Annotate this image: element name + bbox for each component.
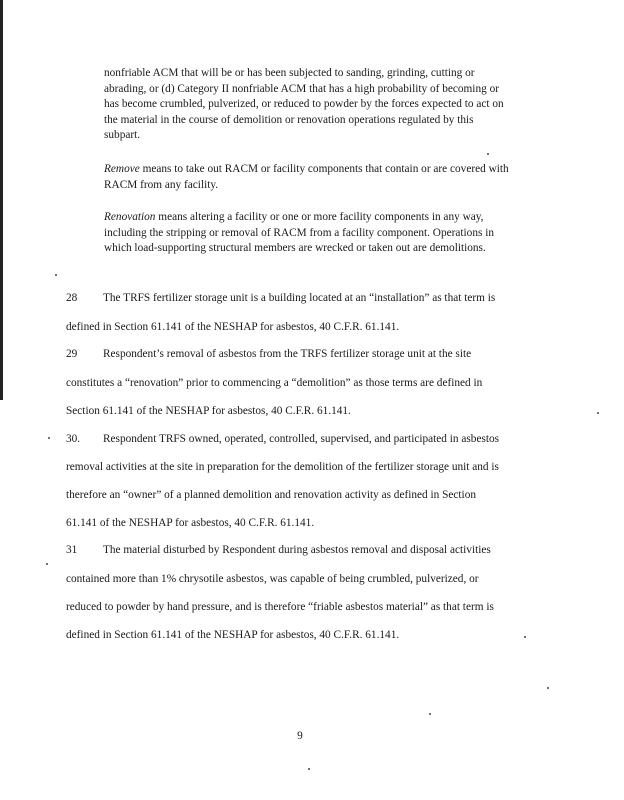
paragraph-28-line-1 [66, 291, 546, 305]
definition-text: nonfriable ACM that will be or has been subjected to sanding, grinding, cutting or abrading, or (d) Category II nonfriable ACM that has a high probability of becoming or has become crumbled, pulverized, or reduced to powder by the forces expected to act on the material in the course of demolition or renovation operations regulated by this subpart. [104, 67, 504, 141]
paragraph-28-line-2: defined in Section 61.141 of the NESHAP for asbestos, 40 C.F.R. 61.141. [66, 321, 400, 333]
paragraph-number: 29 [66, 348, 78, 360]
definition-term: Renovation [104, 211, 156, 223]
paragraph-text: Respondent TRFS owned, operated, controlled, supervised, and participated in asbestos [103, 433, 500, 445]
scan-speck [308, 768, 310, 770]
definition-renovation [104, 210, 509, 257]
definition-continuation [104, 66, 509, 144]
scan-speck [55, 274, 57, 276]
scan-speck [487, 153, 489, 155]
paragraph-31-line-4: defined in Section 61.141 of the NESHAP for asbestos, 40 C.F.R. 61.141. [66, 629, 400, 641]
paragraph-29-line-3: Section 61.141 of the NESHAP for asbestos, 40 C.F.R. 61.141. [66, 405, 351, 417]
paragraph-30-line-4: 61.141 of the NESHAP for asbestos, 40 C.F.R. 61.141. [66, 517, 315, 529]
paragraph-text: Respondent’s removal of asbestos from the TRFS fertilizer storage unit at the site [103, 348, 472, 360]
paragraph-number: 30. [66, 433, 81, 445]
scan-edge [0, 0, 3, 400]
page-number: 9 [297, 730, 303, 742]
paragraph-30-line-3: therefore an “owner” of a planned demolition and renovation activity as defined in Section [66, 489, 476, 501]
scan-speck [46, 563, 48, 565]
scan-speck [429, 713, 431, 715]
paragraph-30-line-2: removal activities at the site in preparation for the demolition of the fertilizer storage unit and is [66, 461, 499, 473]
paragraph-text: The TRFS fertilizer storage unit is a building located at an “installation” as that term is [103, 292, 496, 304]
paragraph-number: 28 [66, 292, 78, 304]
paragraph-31-line-1 [66, 543, 546, 557]
paragraph-number: 31 [66, 544, 78, 556]
scan-speck [524, 636, 526, 638]
definition-text: means altering a facility or one or more facility components in any way, including the stripping or removal of RACM from a facility component. Operations in which load-supporting structural members are wrecked or taken out are demolitions. [104, 211, 494, 254]
paragraph-29-line-2: constitutes a “renovation” prior to commencing a “demolition” as those terms are defined in [66, 377, 483, 389]
definition-text: means to take out RACM or facility components that contain or are covered with RACM from any facility. [104, 163, 509, 191]
paragraph-31-line-2: contained more than 1% chrysotile asbestos, was capable of being crumbled, pulverized, or [66, 573, 479, 585]
paragraph-text: The material disturbed by Respondent during asbestos removal and disposal activities [103, 544, 491, 556]
scan-speck [547, 687, 549, 689]
paragraph-31-line-3: reduced to powder by hand pressure, and is therefore “friable asbestos material” as that term is [66, 601, 494, 613]
definition-term: Remove [104, 163, 140, 175]
scan-speck [48, 437, 50, 439]
definition-remove [104, 162, 509, 193]
paragraph-30-line-1 [66, 432, 546, 446]
paragraph-29-line-1 [66, 347, 546, 361]
scan-speck [597, 412, 599, 414]
